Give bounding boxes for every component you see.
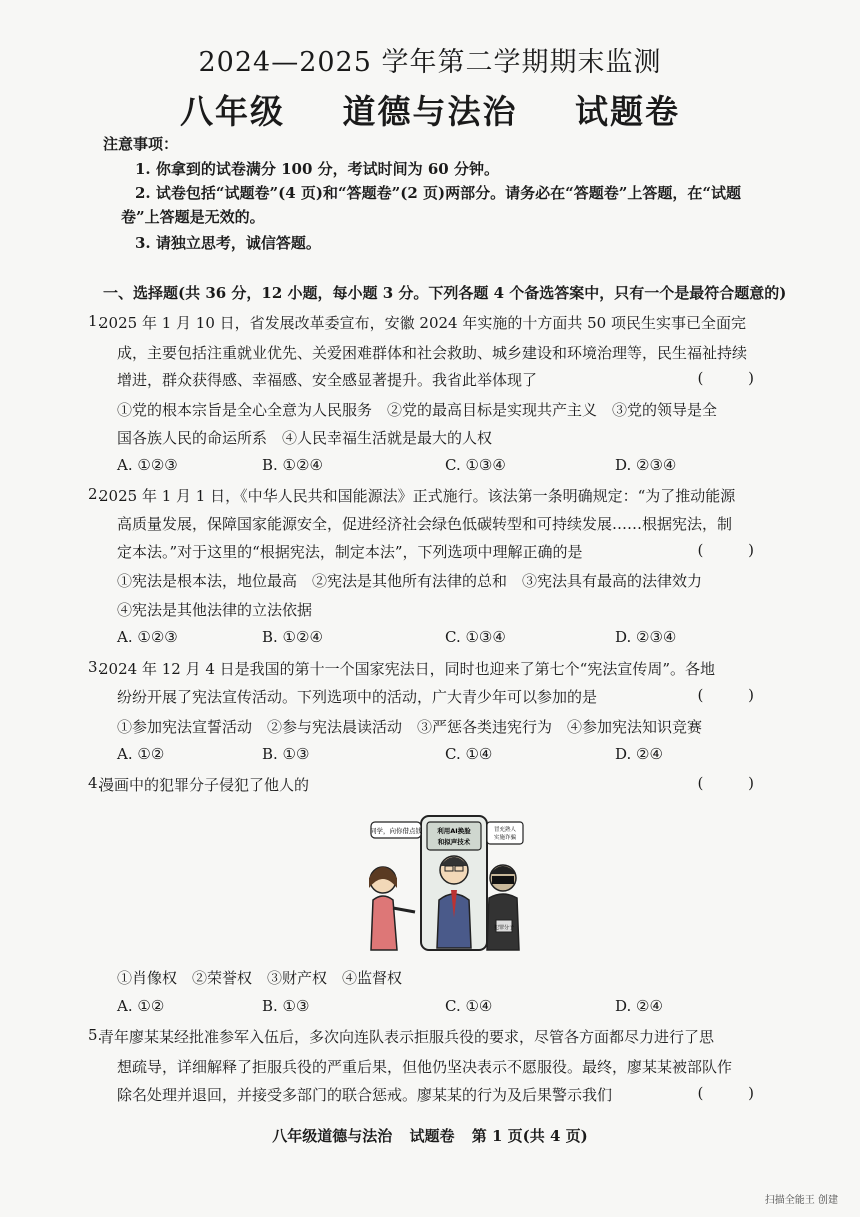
answer-paren: ( ) <box>697 541 774 559</box>
option-c: C. ①④ <box>445 745 493 763</box>
option-b: B. ①③ <box>262 745 310 763</box>
question-choices: ①党的根本宗旨是全心全意为人民服务 ②党的最高目标是实现共产主义 ③党的领导是全 <box>117 401 718 419</box>
question-text: 除名处理并退回，并接受多部门的联合惩戒。廖某某的行为及后果警示我们 <box>117 1086 613 1104</box>
comic-criminal-label: 犯罪分子 <box>493 925 515 931</box>
footer-subject: 八年级道德与法治 <box>272 1127 393 1145</box>
question-text: 青年廖某某经批准参军入伍后，多次向连队表示拒服兵役的要求，尽管各方面都尽力进行了思 <box>99 1028 715 1046</box>
question-choices: ④宪法是其他法律的立法依据 <box>117 601 313 619</box>
option-a: A. ①②③ <box>117 628 178 646</box>
question-text: 增进，群众获得感、幸福感、安全感显著提升。我省此举体现了 <box>117 371 538 389</box>
question-text: 高质量发展，保障国家能源安全，促进经济社会绿色低碳转型和可持续发展……根据宪法，制 <box>117 515 733 533</box>
notice-item: 2. 试卷包括“试题卷”(4 页)和“答题卷”(2 页)两部分。请务必在“答题卷”上答题，在“试题 <box>135 184 741 202</box>
question-text: 漫画中的犯罪分子侵犯了他人的 <box>99 776 310 794</box>
svg-text:实施诈骗: 实施诈骗 <box>493 835 517 841</box>
question-text: 2025 年 1 月 1 日，《中华人民共和国能源法》正式施行。该法第一条明确规定：“为了推动能源 <box>99 487 736 505</box>
exam-title-line1: 2024—2025 学年第二学期期末监测 <box>198 47 662 78</box>
answer-paren: ( ) <box>697 369 774 387</box>
option-d: D. ②④ <box>615 997 663 1015</box>
paper-label: 试题卷 <box>575 92 680 131</box>
option-b: B. ①③ <box>262 997 310 1015</box>
question-number: 3. <box>88 658 103 676</box>
question-text: 想疏导，详细解释了拒服兵役的严重后果，但他仍坚决表示不愿服役。最终，廖某某被部队作 <box>117 1058 733 1076</box>
option-a: A. ①② <box>117 997 165 1015</box>
comic-banner-text2: 和拟声技术 <box>437 838 471 846</box>
subject-label: 道德与法治 <box>342 92 518 131</box>
page-footer <box>0 1125 860 1146</box>
exam-title-line2 <box>0 86 860 133</box>
comic-illustration <box>353 808 529 956</box>
option-d: D. ②③④ <box>615 628 677 646</box>
answer-paren: ( ) <box>697 686 774 704</box>
option-d: D. ②④ <box>615 745 663 763</box>
answer-paren: ( ) <box>697 774 774 792</box>
notice-item: 1. 你拿到的试卷满分 100 分，考试时间为 60 分钟。 <box>135 160 499 178</box>
question-choices: ①参加宪法宣誓活动 ②参与宪法晨读活动 ③严惩各类违宪行为 ④参加宪法知识竞赛 <box>117 718 703 736</box>
comic-banner-text: 利用AI换脸 <box>437 827 471 835</box>
footer-page-number: 第 1 页(共 4 页) <box>471 1127 588 1145</box>
question-number: 2. <box>88 485 103 503</box>
option-c: C. ①④ <box>445 997 493 1015</box>
notice-item: 3. 请独立思考，诚信答题。 <box>135 234 321 252</box>
question-text: 纷纷开展了宪法宣传活动。下列选项中的活动，广大青少年可以参加的是 <box>117 688 598 706</box>
notice-item: 卷”上答题是无效的。 <box>121 208 265 226</box>
question-number: 5. <box>88 1026 103 1044</box>
question-choices: ①宪法是根本法，地位最高 ②宪法是其他所有法律的总和 ③宪法具有最高的法律效力 <box>117 572 703 590</box>
option-b: B. ①②④ <box>262 628 323 646</box>
comic-speech-left: 同学，向你借点钱 <box>370 827 422 835</box>
question-number: 4. <box>88 774 103 792</box>
svg-text:冒充熟人: 冒充熟人 <box>493 827 517 833</box>
option-c: C. ①③④ <box>445 628 506 646</box>
section-heading: 一、选择题(共 36 分，12 小题，每小题 3 分。下列各题 4 个备选答案中，只有一个是最符合题意的) <box>103 284 787 302</box>
question-choices: ①肖像权 ②荣誉权 ③财产权 ④监督权 <box>117 969 403 987</box>
answer-paren: ( ) <box>697 1084 774 1102</box>
notice-heading: 注意事项： <box>103 135 179 153</box>
scanner-watermark: 扫描全能王 创建 <box>764 1195 838 1206</box>
grade-label: 八年级 <box>180 92 285 131</box>
question-text: 2024 年 12 月 4 日是我国的第十一个国家宪法日，同时也迎来了第七个“宪法宣传周”。各地 <box>99 660 715 678</box>
option-a: A. ①② <box>117 745 165 763</box>
question-text: 定本法。”对于这里的“根据宪法，制定本法”，下列选项中理解正确的是 <box>117 543 583 561</box>
option-b: B. ①②④ <box>262 456 323 474</box>
option-d: D. ②③④ <box>615 456 677 474</box>
question-choices: 国各族人民的命运所系 ④人民幸福生活就是最大的人权 <box>117 429 493 447</box>
question-text: 2025 年 1 月 10 日，省发展改革委宣布，安徽 2024 年实施的十方面共 50 项民生实事已全面完 <box>99 314 746 332</box>
option-a: A. ①②③ <box>117 456 178 474</box>
question-text: 成，主要包括注重就业优先、关爱困难群体和社会救助、城乡建设和环境治理等，民生福祉持续 <box>117 344 748 362</box>
footer-paper: 试题卷 <box>409 1127 455 1145</box>
question-number: 1. <box>88 312 103 330</box>
option-c: C. ①③④ <box>445 456 506 474</box>
